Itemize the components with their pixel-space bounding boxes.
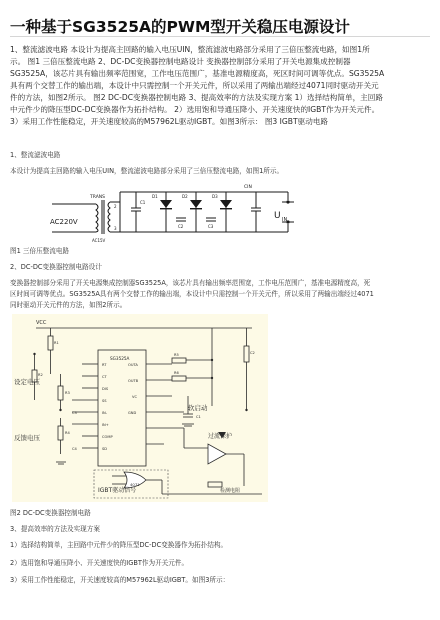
fig2-r4: R4 bbox=[65, 431, 70, 435]
fig2-r6: R6 bbox=[174, 371, 179, 375]
fig2-pin-outa: OUTA bbox=[128, 363, 138, 367]
section-3-item-3: 3）采用工作性能稳定，开关速度较高的M57962L驱动IGBT。如图3所示： bbox=[10, 576, 230, 584]
fig2-gate-label: 4071 bbox=[130, 482, 140, 487]
figure-1-caption: 图1 三倍压整流电路 bbox=[10, 247, 70, 255]
fig2-pin-ss: SS bbox=[102, 399, 107, 403]
fig1-c2-label: C2 bbox=[178, 224, 184, 229]
fig1-uin-u: U bbox=[274, 211, 281, 221]
fig1-ac-label: AC220V bbox=[50, 218, 78, 226]
fig2-setv-label: 设定电压 bbox=[14, 378, 40, 386]
fig1-trans-label: TRANS bbox=[90, 195, 105, 200]
fig1-c3-label: C3 bbox=[208, 224, 214, 229]
section-3-item-2: 2）选用饱和导通压降小、开关速度快的IGBT作为开关元件。 bbox=[10, 559, 189, 567]
fig2-pin-gnd: GND bbox=[128, 411, 137, 415]
fig2-fb-label: 反馈电压 bbox=[14, 434, 40, 442]
fig1-cin-label: CIN bbox=[244, 185, 252, 190]
fig2-igbt-label: IGBT驱动信号 bbox=[98, 487, 137, 494]
fig2-pin-sd: SD bbox=[102, 447, 108, 451]
abstract-line-7: 3）采用工作性能稳定，开关速度较高的M57962L驱动IGBT。如图3所示： 图3 IGBT驱动电路 bbox=[10, 117, 329, 126]
fig1-c1-label: C1 bbox=[140, 200, 146, 205]
fig1-pin-3: 3 bbox=[114, 226, 117, 231]
abstract-line-3: SG3525A，该芯片具有输出频率范围宽，工作电压范围广，基准电源精度高，死区时间可调等优点。SG3525A bbox=[10, 69, 385, 78]
fig1-pin-2: 2 bbox=[114, 204, 117, 209]
section-3-heading: 3、提高效率的方法及实现方案 bbox=[10, 525, 100, 533]
fig2-ocp-label: 过流保护 bbox=[208, 433, 233, 440]
section-2-heading: 2、DC-DC变换器控制电路设计 bbox=[10, 263, 102, 271]
section-1-text: 本设计为提高主回路的输入电压UIN，整流滤波电路部分采用了三倍压整流电路，如图1所示。 bbox=[10, 167, 284, 175]
fig2-pin-comp: COMP bbox=[102, 435, 113, 439]
fig2-pin-rt: RT bbox=[102, 363, 107, 367]
fig2-c1: C1 bbox=[196, 415, 201, 419]
fig2-pin-inm: IN- bbox=[102, 411, 108, 415]
fig2-r5: R5 bbox=[174, 353, 179, 357]
fig2-pin-outb: OUTB bbox=[128, 379, 139, 383]
section-2-line-1: 变换器控制部分采用了开关电源集成控制器SG3525A，该芯片具有输出频率范围宽，工作电压范围广，基准电源精度高，死 bbox=[10, 279, 371, 287]
fig2-pin-ct: CT bbox=[102, 375, 107, 379]
abstract-line-2: 示。 图1 三倍压整流电路 2、DC-DC变换器控制电路设计 变换器控制部分采用了开关电源集成控制器 bbox=[10, 57, 351, 66]
figure-2-caption: 图2 DC-DC变换器控制电路 bbox=[10, 509, 91, 517]
abstract-line-5: 件的方法，如图2所示。 图2 DC-DC变换器控制电路 3、提高效率的方法及实现方案 1）选择结构简单，主回路 bbox=[10, 93, 383, 102]
abstract-line-4: 具有两个交替工作的输出端，本设计中只需控制一个开关元件，所以采用了两输出端经过4071同时驱动开关元 bbox=[10, 81, 379, 90]
section-3-item-1: 1）选择结构简单，主回路中元件少的降压型DC-DC变换器作为拓扑结构。 bbox=[10, 541, 228, 549]
title-divider bbox=[10, 36, 430, 37]
section-2-line-2: 区时间可调等优点。SG3525A具有两个交替工作的输出端，本设计中只需控制一个开关元件，所以采用了两输出端经过4071 bbox=[10, 290, 374, 298]
page-title: 一种基于SG3525A的PWM型开关稳压电源设计 bbox=[10, 18, 350, 36]
abstract-line-1: 1、整流滤波电路 本设计为提高主回路的输入电压UIN，整流滤波电路部分采用了三倍压整流电路，如图1所 bbox=[10, 45, 370, 54]
abstract-line-6: 中元件少的降压型DC-DC变换器作为拓扑结构。 2）选用饱和导通压降小、开关速度快的IGBT作为开关元件。 bbox=[10, 105, 380, 114]
fig2-vcc-label: VCC bbox=[36, 320, 47, 326]
fig1-uin-sub: IN bbox=[282, 217, 288, 223]
fig1-ac15-label: AC15V bbox=[92, 238, 106, 243]
fig2-r2: R2 bbox=[38, 373, 43, 377]
fig1-d1-label: D1 bbox=[152, 194, 158, 199]
fig2-c3: C3 bbox=[72, 411, 77, 415]
fig2-pin-dis: DIS bbox=[102, 387, 109, 391]
fig2-r3: R3 bbox=[65, 391, 70, 395]
fig2-softstart-label: 软启动 bbox=[188, 404, 208, 412]
fig2-chip-label: SG3525A bbox=[110, 356, 130, 361]
fig2-pin-vc: VC bbox=[132, 395, 137, 399]
section-1-heading: 1、整流滤波电路 bbox=[10, 151, 61, 159]
fig2-c4: C4 bbox=[72, 447, 77, 451]
fig2-r1: R1 bbox=[54, 341, 59, 345]
section-2-line-3: 同时驱动开关元件的方法，如图2所示。 bbox=[10, 301, 127, 309]
figure-2-circuit bbox=[12, 314, 268, 502]
fig1-d2-label: D2 bbox=[182, 194, 188, 199]
fig2-sense-label: 检测电阻 bbox=[220, 488, 241, 494]
fig2-pin-inp: IN+ bbox=[102, 423, 109, 427]
fig1-d3-label: D3 bbox=[212, 194, 218, 199]
figure-1-circuit bbox=[48, 178, 310, 248]
fig2-c2: C2 bbox=[250, 351, 255, 355]
